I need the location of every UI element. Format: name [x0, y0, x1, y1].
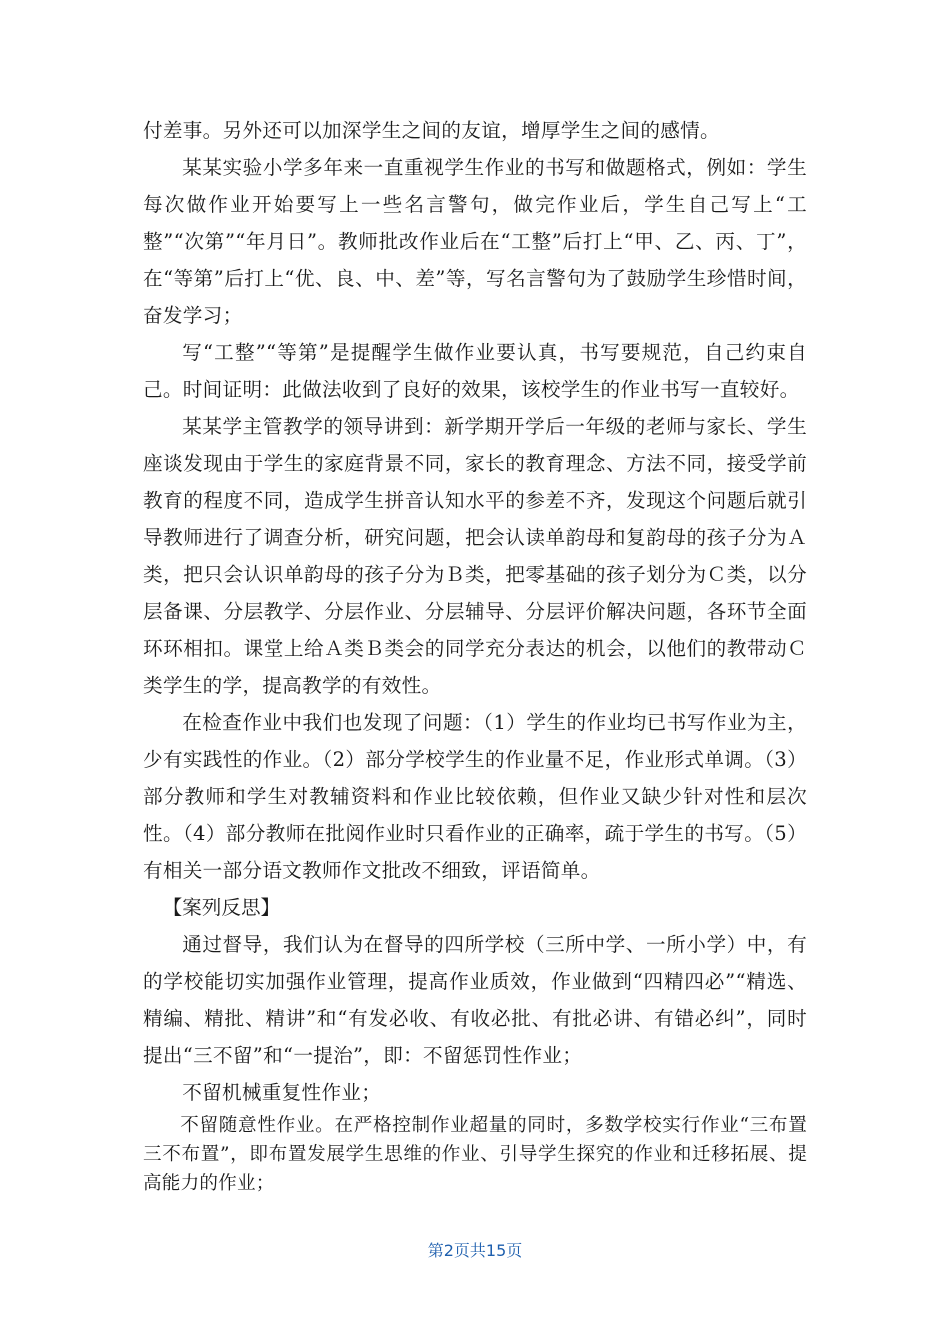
document-body	[143, 112, 807, 1198]
paragraph-no-random: 不留随意性作业。在严格控制作业超量的同时，多数学校实行作业“三布置三不布置”，即布置发展学生思维的作业、引导学生探究的作业和迁移拓展、提高能力的作业；	[143, 1115, 807, 1194]
page-number-footer: 第2页共15页	[427, 1241, 523, 1260]
paragraph-reflection: 通过督导，我们认为在督导的四所学校（三所中学、一所小学）中，有的学校能切实加强作业管理，提高作业质效，作业做到“四精四必”“精选、精编、精批、精讲”和“有发必收、有收必批、有批必讲、有错必纠”，同时提出“三不留”和“一提治”，即：不留惩罚性作业；	[143, 933, 807, 1067]
paragraph-continuation: 付差事。另外还可以加深学生之间的友谊，增厚学生之间的感情。	[143, 119, 720, 142]
section-heading: 【案列反思】	[162, 896, 281, 919]
paragraph-problems-found: 在检查作业中我们也发现了问题：（1）学生的作业均已书写作业为主，少有实践性的作业。（2）部分学校学生的作业量不足，作业形式单调。（3）部分教师和学生对教辅资料和作业比较依赖，但作业又缺少针对性和层次性。（4）部分教师在批阅作业时只看作业的正确率，疏于学生的书写。（5）有相关一部分语文教师作文批改不细致，评语简单。	[143, 711, 807, 882]
paragraph-layered-teaching: 某某学主管教学的领导讲到：新学期开学后一年级的老师与家长、学生座谈发现由于学生的家庭背景不同，家长的教育理念、方法不同，接受学前教育的程度不同，造成学生拼音认知水平的参差不齐，发现这个问题后就引导教师进行了调查分析，研究问题，把会认读单韵母和复韵母的孩子分为Ａ类，把只会认识单韵母的孩子分为Ｂ类，把零基础的孩子划分为Ｃ类，以分层备课、分层教学、分层作业、分层辅导、分层评价解决问题，各环节全面环环相扣。课堂上给Ａ类Ｂ类会的同学充分表达的机会，以他们的教带动Ｃ类学生的学，提高教学的有效性。	[143, 415, 807, 697]
paragraph-writing-standard: 写“工整”“等第”是提醒学生做作业要认真，书写要规范，自己约束自己。时间证明：此做法收到了良好的效果，该校学生的作业书写一直较好。	[143, 341, 807, 401]
paragraph-no-repetitive: 不留机械重复性作业；	[182, 1081, 382, 1104]
paragraph-homework-format: 某某实验小学多年来一直重视学生作业的书写和做题格式，例如：学生每次做作业开始要写上一些名言警句，做完作业后，学生自己写上“工整”“次第”“年月日”。教师批改作业后在“工整”后打上“甲、乙、丙、丁”，在“等第”后打上“优、良、中、差”等，写名言警句为了鼓励学生珍惜时间，奋发学习；	[143, 156, 807, 327]
